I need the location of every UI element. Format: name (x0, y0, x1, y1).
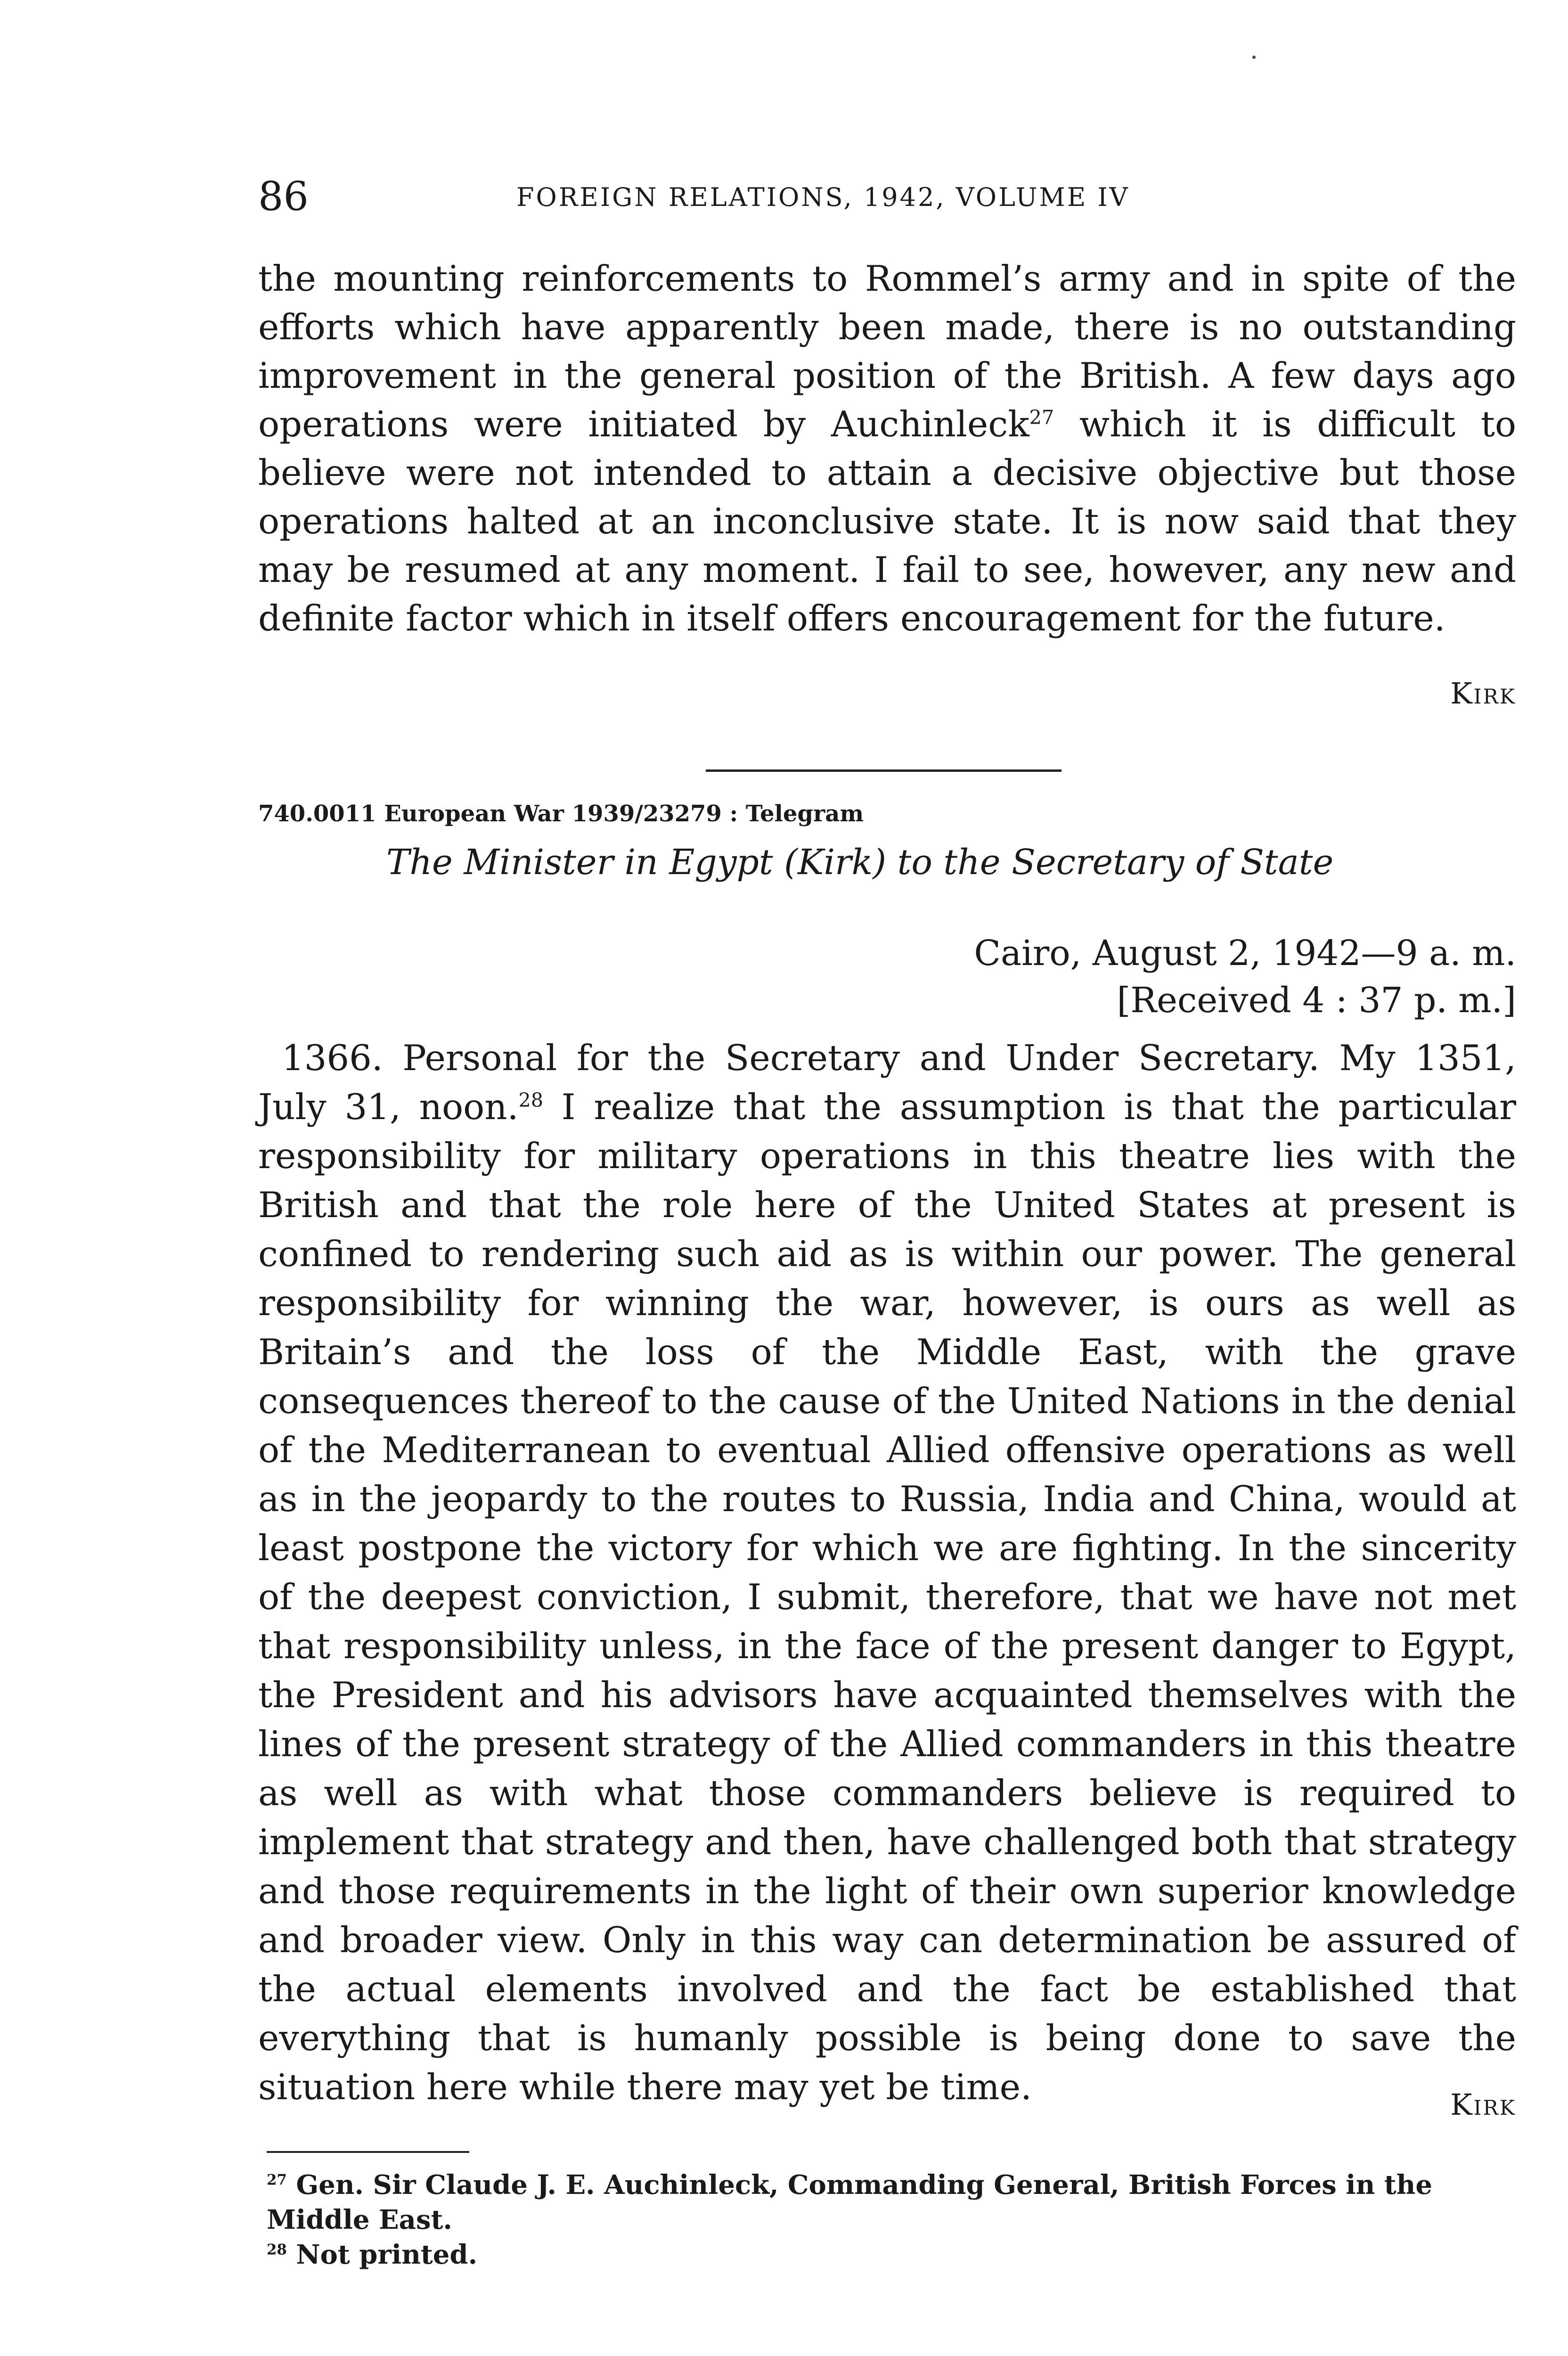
document-separator (706, 769, 1062, 772)
received-time: [Received 4 : 37 p. m.] (1117, 980, 1516, 1021)
telegram-paragraph-start: 1366. Personal for the Secretary and Under Secretary. My 1351, July 31, noon. (258, 1037, 1516, 1128)
scan-speck (1252, 56, 1256, 59)
footnote-text: Gen. Sir Claude J. E. Auchinleck, Commanding General, British Forces in the Middle East. (267, 2169, 1432, 2235)
continued-paragraph-text: the mounting reinforcements to Rommel’s army and in spite of the efforts which have apparently been made, there is no outstanding improvement in the general position of the British. A few days ago operations were initiated by Auchinleck (258, 258, 1516, 445)
file-reference: 740.0011 European War 1939/23279 : Telegram (258, 801, 864, 827)
page-header (258, 175, 1530, 218)
footnote-mark: 28 (267, 2241, 287, 2258)
footnote-27 (267, 2168, 1515, 2237)
footnote-mark: 27 (267, 2171, 287, 2189)
footnote-28 (267, 2237, 1515, 2272)
dateline: Cairo, August 2, 1942—9 a. m. (974, 933, 1516, 973)
signature-kirk-first: Kirk (1450, 676, 1516, 711)
footnote-reference-28: 28 (518, 1089, 543, 1112)
page-number: 86 (258, 173, 309, 220)
footnote-reference-27: 27 (1029, 406, 1054, 429)
footnotes (267, 2168, 1515, 2272)
continued-paragraph (258, 254, 1516, 643)
footnote-text: Not printed. (296, 2239, 478, 2270)
signature-kirk-second: Kirk (1450, 2087, 1516, 2122)
continued-paragraph-text-rest: which it is difficult to believe were not intended to attain a decisive objective but those operations halted at an inconclusive state. It is now said that they may be resumed at any moment. I fail to see, however, any new and definite factor which in itself offers encouragement for the future. (258, 403, 1516, 639)
dateline-block (974, 930, 1516, 1024)
footnote-rule (267, 2151, 469, 2153)
telegram-paragraph-rest: I realize that the assumption is that the particular responsibility for military operations in this theatre lies with the British and that the role here of the United States at present is confined to rendering such aid as is within our power. The general responsibility for winning the war, however, is ours as well as Britain’s and the loss of the Middle East, with the grave consequences thereof to the cause of the United Nations in the denial of the Mediterranean to eventual Allied offensive operations as well as in the jeopardy to the routes to Russia, India and China, would at least postpone the victory for which we are fighting. In the sincerity of the deepest conviction, I submit, therefore, that we have not met that responsibility unless, in the face of the present danger to Egypt, the President and his advisors have acquainted themselves with the lines of the present strategy of the Allied commanders in this theatre as well as with what those commanders believe is required to implement that strategy and then, have challenged both that strategy and those requirements in the light of their own superior knowledge and broader view. Only in this way can determination be assured of the actual elements involved and the fact be established that everything that is humanly possible is being done to save the situation here while there may yet be time. (258, 1086, 1516, 2108)
document-title: The Minister in Egypt (Kirk) to the Secretary of State (386, 842, 1334, 883)
telegram-paragraph (258, 1033, 1516, 2111)
running-head: FOREIGN RELATIONS, 1942, VOLUME IV (516, 182, 1130, 212)
